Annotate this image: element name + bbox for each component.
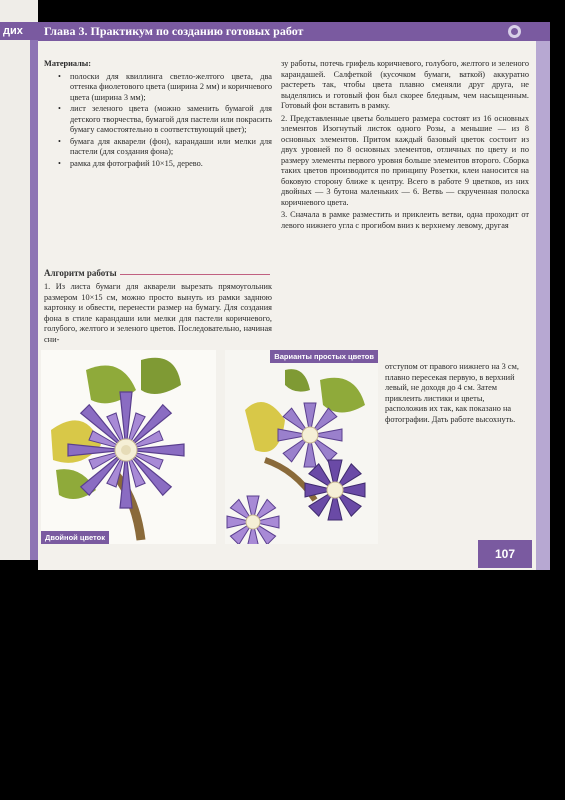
materials-block <box>44 59 272 170</box>
step1-continuation: зу работы, потечь грифель коричневого, голубого, желтого и зеленого карандашей. Салфеткой (кусочком бумаги, ваткой) аккуратно растереть так, чтобы цвета плавно сменяли друг друга, не выделялись и готовый фон был скорее бледным, чем насыщенным. Готовый фон вставить в рамку. <box>281 59 529 110</box>
step1-text: 1. Из листа бумаги для акварели вырезать прямоугольник размером 10×15 см, можно просто вынуть из рамки заднюю картонку и обвести, перенести размер на бумагу. Для создания фона в стиле карандаши или мелки для пастели коричневого, голубого, желтого и зеленого цветов. Последовательно, начиная сни- <box>44 282 272 344</box>
photo-double-flower <box>41 350 216 544</box>
right-decor-strip <box>536 41 550 570</box>
step3-continuation: отступом от правого нижнего на 3 см, плавно пересекая первую, в верхний левый, не доходя до 4 см. Затем приклеить листики и цветы, расположив их так, как показано на фотографии. Дать работе высохнуть. <box>385 362 519 424</box>
materials-item: • лист зеленого цвета (можно заменить бумагой для детского творчества, бумагой для пастели или покрасить бумагу самостоятельно в соответствующий цвет); <box>58 104 272 136</box>
book-page <box>38 22 550 570</box>
algorithm-heading: Алгоритм работы <box>44 268 117 278</box>
photo-simple-flowers <box>225 350 378 544</box>
step3-text: 3. Сначала в рамке разместить и приклеить ветви, одна проходит от левого нижнего угла с прогибом вниз к верхнему левому, другая <box>281 210 529 230</box>
step2-text: 2. Представленные цветы большего размера состоят из 16 основных элементов Изогнутый листок одного Розы, а меньшие — из 8 основных элементов. Притом каждый базовый цветок состоит из двух уровней по 8 основных элементов, отличных по цвету и по размеру элементы первого уровня больше элементов второго. Сборка таких цветов производится по принципу Розетки, клеи наносится на боковую сторону ближе к центру. Всего в работе 9 цветков, из них двойных — 3 бутона маленьких — 6. Ветвь — скрученная полоска коричневого цвета. <box>281 113 529 207</box>
materials-heading: Материалы: <box>44 59 92 68</box>
materials-list <box>44 72 272 170</box>
chapter-title: Глава 3. Практикум по созданию готовых работ <box>44 24 304 38</box>
page-number: 107 <box>478 540 532 568</box>
materials-item: • рамка для фотографий 10×15, дерево. <box>58 159 272 170</box>
materials-item: • полоски для квиллинга светло-желтого цвета, два оттенка фиолетового цвета (ширина 2 мм) и коричневого цвета (ширина 3 мм); <box>58 72 272 104</box>
chapter-icon <box>508 25 521 38</box>
page-header <box>38 22 550 41</box>
simple-flowers-illustration <box>225 350 378 544</box>
photo2-caption: Варианты простых цветов <box>270 350 378 363</box>
photo1-caption: Двойной цветок <box>41 531 109 544</box>
left-page-header: дих <box>0 22 38 40</box>
left-page-strip <box>30 40 38 560</box>
heading-divider <box>120 274 270 275</box>
double-flower-illustration <box>41 350 216 544</box>
materials-item: • бумага для акварели (фон), карандаши или мелки для пастели (для создания фона); <box>58 137 272 158</box>
right-column <box>281 59 529 233</box>
